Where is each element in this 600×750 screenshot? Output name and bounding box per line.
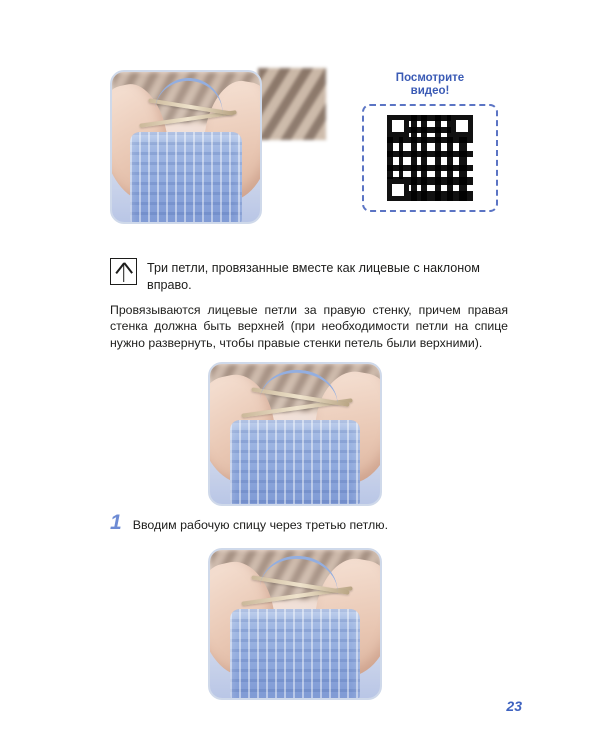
photo-content xyxy=(210,550,380,698)
photo-content xyxy=(210,364,380,504)
knitted-fabric xyxy=(230,609,359,700)
symbol-stem xyxy=(123,263,125,282)
qr-code-icon[interactable] xyxy=(387,115,473,201)
step-row-1 xyxy=(110,512,508,533)
photo-knitting-step-top xyxy=(110,70,262,224)
background-texture xyxy=(258,68,326,140)
instruction-paragraph: Провязываются лицевые петли за правую стенку, причем правая стенка должна быть верхней (при необходимости петли на спице нужно развернуть, чтобы правые стенки петель были верхними). xyxy=(110,303,508,350)
step-number: 1 xyxy=(110,511,122,534)
three-stitches-right-slant-symbol-icon xyxy=(110,258,137,285)
page-number: 23 xyxy=(506,698,522,714)
qr-code-frame[interactable] xyxy=(362,104,498,212)
symbol-definition-text: Три петли, провязанные вместе как лицевые с наклоном вправо. xyxy=(147,261,480,292)
photo-knitting-step-middle xyxy=(208,362,382,506)
video-promo-title xyxy=(356,72,504,98)
step-text: Вводим рабочую спицу через третью петлю. xyxy=(132,518,389,532)
video-promo-block[interactable] xyxy=(356,72,504,212)
symbol-definition-row xyxy=(110,258,506,293)
video-promo-title-line1: Посмотрите xyxy=(395,72,465,84)
photo-content xyxy=(112,72,260,222)
video-promo-title-line2: видео! xyxy=(410,85,450,97)
knitted-fabric xyxy=(230,420,359,506)
knitted-fabric xyxy=(130,132,242,224)
photo-knitting-step-bottom xyxy=(208,548,382,700)
